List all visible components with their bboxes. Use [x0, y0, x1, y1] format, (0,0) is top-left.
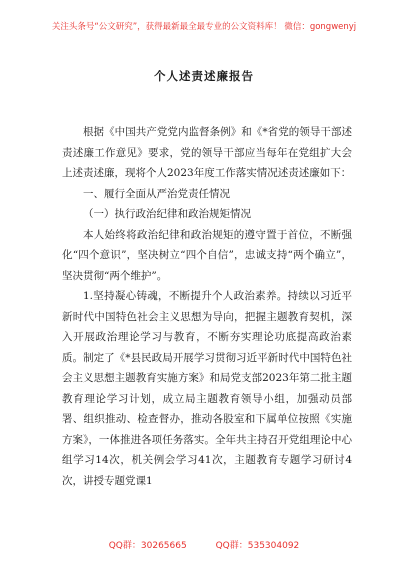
intro-paragraph: 根据《中国共产党党内监督条例》和《*省党的领导干部述责述廉工作意见》要求，党的领导干部应当每年在党组扩大会上述责述廉，现将个人2023年度工作落实情况述责述廉如下：: [62, 126, 352, 179]
subsection-heading-1: （一）执行政治纪律和政治规矩情况: [83, 208, 251, 220]
footer-qq-banner: [0, 538, 408, 551]
document-body: [62, 122, 352, 491]
body-paragraph: 本人始终将政治纪律和政治规矩的遵守置于首位，不断强化“四个意识”，坚决树立“四个自信”，忠诚支持“两个确立”，坚决贯彻“两个维护”。: [62, 228, 352, 282]
section-heading-1: 一、履行全面从严治党责任情况: [83, 187, 230, 200]
qq-group-2: QQ群：535304092: [215, 541, 300, 551]
body-paragraph: 1.坚持凝心铸魂，不断提升个人政治素养。持续以习近平新时代中国特色社会主义思想为导向，把握主题教育契机，深入开展政治理论学习与教育，不断夯实理论功底提高政治素质。制定了《*县民政局开展学习贯彻习近平新时代中国特色社会主义思想主题教育实施方案》和局党支部2023年第二批主题教育理论学习计划，成立局主题教育领导小组，加强动员部署、组织推动、检查督办，推动各股室和下属单位按照《实施方案》，一体推进各项任务落实。全年共主持召开党组理论中心组学习14次，机关例会学习41次，主题教育专题学习研讨4次，讲授专题党课1: [62, 290, 352, 487]
header-promo-banner: 关注头条号“公文研究”，获得最新最全最专业的公文资料库！ 微信：gongwenyj: [51, 22, 357, 32]
document-title: 个人述责述廉报告: [154, 69, 254, 83]
qq-group-1: QQ群：30265665: [108, 541, 187, 551]
